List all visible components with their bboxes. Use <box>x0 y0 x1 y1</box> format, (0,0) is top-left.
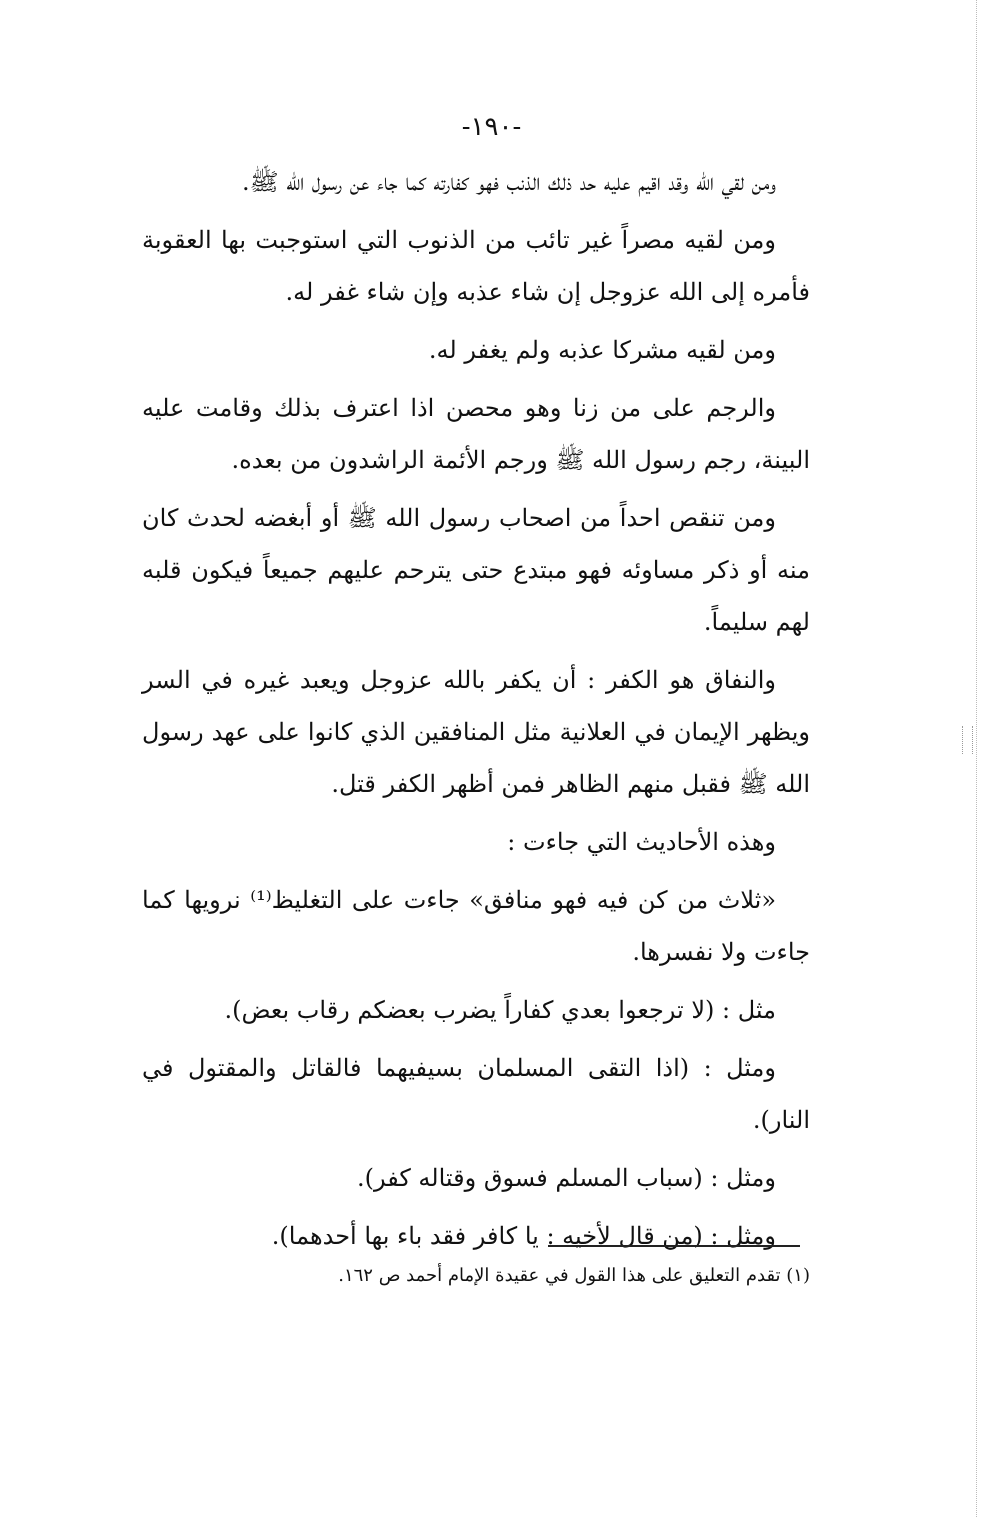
footnote-divider <box>548 1245 800 1247</box>
paragraph-12: ومثل : (من قال لأخيه : يا كافر فقد باء بها أحدهما). <box>271 1222 776 1250</box>
scan-edge-line <box>976 0 977 1517</box>
paragraph-2: ومن لقيه مصراً غير تائب من الذنوب التي استوجبت بها العقوبة فأمره إلى الله عزوجل إن شاء عذبه وإن شاء غفر له. <box>142 226 810 306</box>
paragraph-5: ومن تنقص احداً من اصحاب رسول الله ﷺ أو أبغضه لحدث كان منه أو ذكر مساوئه فهو مبتدع حتى يترحم عليهم جميعاً فيكون قلبه لهم سليماً. <box>142 504 810 636</box>
paragraph-7: وهذه الأحاديث التي جاءت : <box>507 828 776 856</box>
paragraph-1: ومن لقي الله وقد اقيم عليه حد ذلك الذنب فهو كفارته كما جاء عن رسول الله ﷺ. <box>241 168 776 196</box>
footnote: (١) تقدم التعليق على هذا القول في عقيدة الإمام أحمد ص ١٦٢. <box>338 1265 810 1286</box>
scan-mark <box>962 726 973 754</box>
main-text <box>142 156 810 1268</box>
paragraph-10: ومثل : (اذا التقى المسلمان بسيفيهما فالقاتل والمقتول في النار). <box>142 1054 810 1134</box>
paragraph-6: والنفاق هو الكفر : أن يكفر بالله عزوجل ويعبد غيره في السر ويظهر الإيمان في العلانية مثل المنافقين الذي كانوا على عهد رسول الله ﷺ فقبل منهم الظاهر فمن أظهر الكفر قتل. <box>142 666 810 798</box>
paragraph-8: «ثلاث من كن فيه فهو منافق» جاءت على التغليظ⁽¹⁾ نرويها كما جاءت ولا نفسرها. <box>142 886 810 966</box>
paragraph-11: ومثل : (سباب المسلم فسوق وقتاله كفر). <box>356 1164 776 1192</box>
paragraph-9: مثل : (لا ترجعوا بعدي كفاراً يضرب بعضكم رقاب بعض). <box>224 996 776 1024</box>
paragraph-4: والرجم على من زنا وهو محصن اذا اعترف بذلك وقامت عليه البينة، رجم رسول الله ﷺ ورجم الأئمة الراشدون من بعده. <box>142 394 810 474</box>
page-number: -١٩٠- <box>461 112 522 142</box>
paragraph-3: ومن لقيه مشركا عذبه ولم يغفر له. <box>428 336 776 364</box>
